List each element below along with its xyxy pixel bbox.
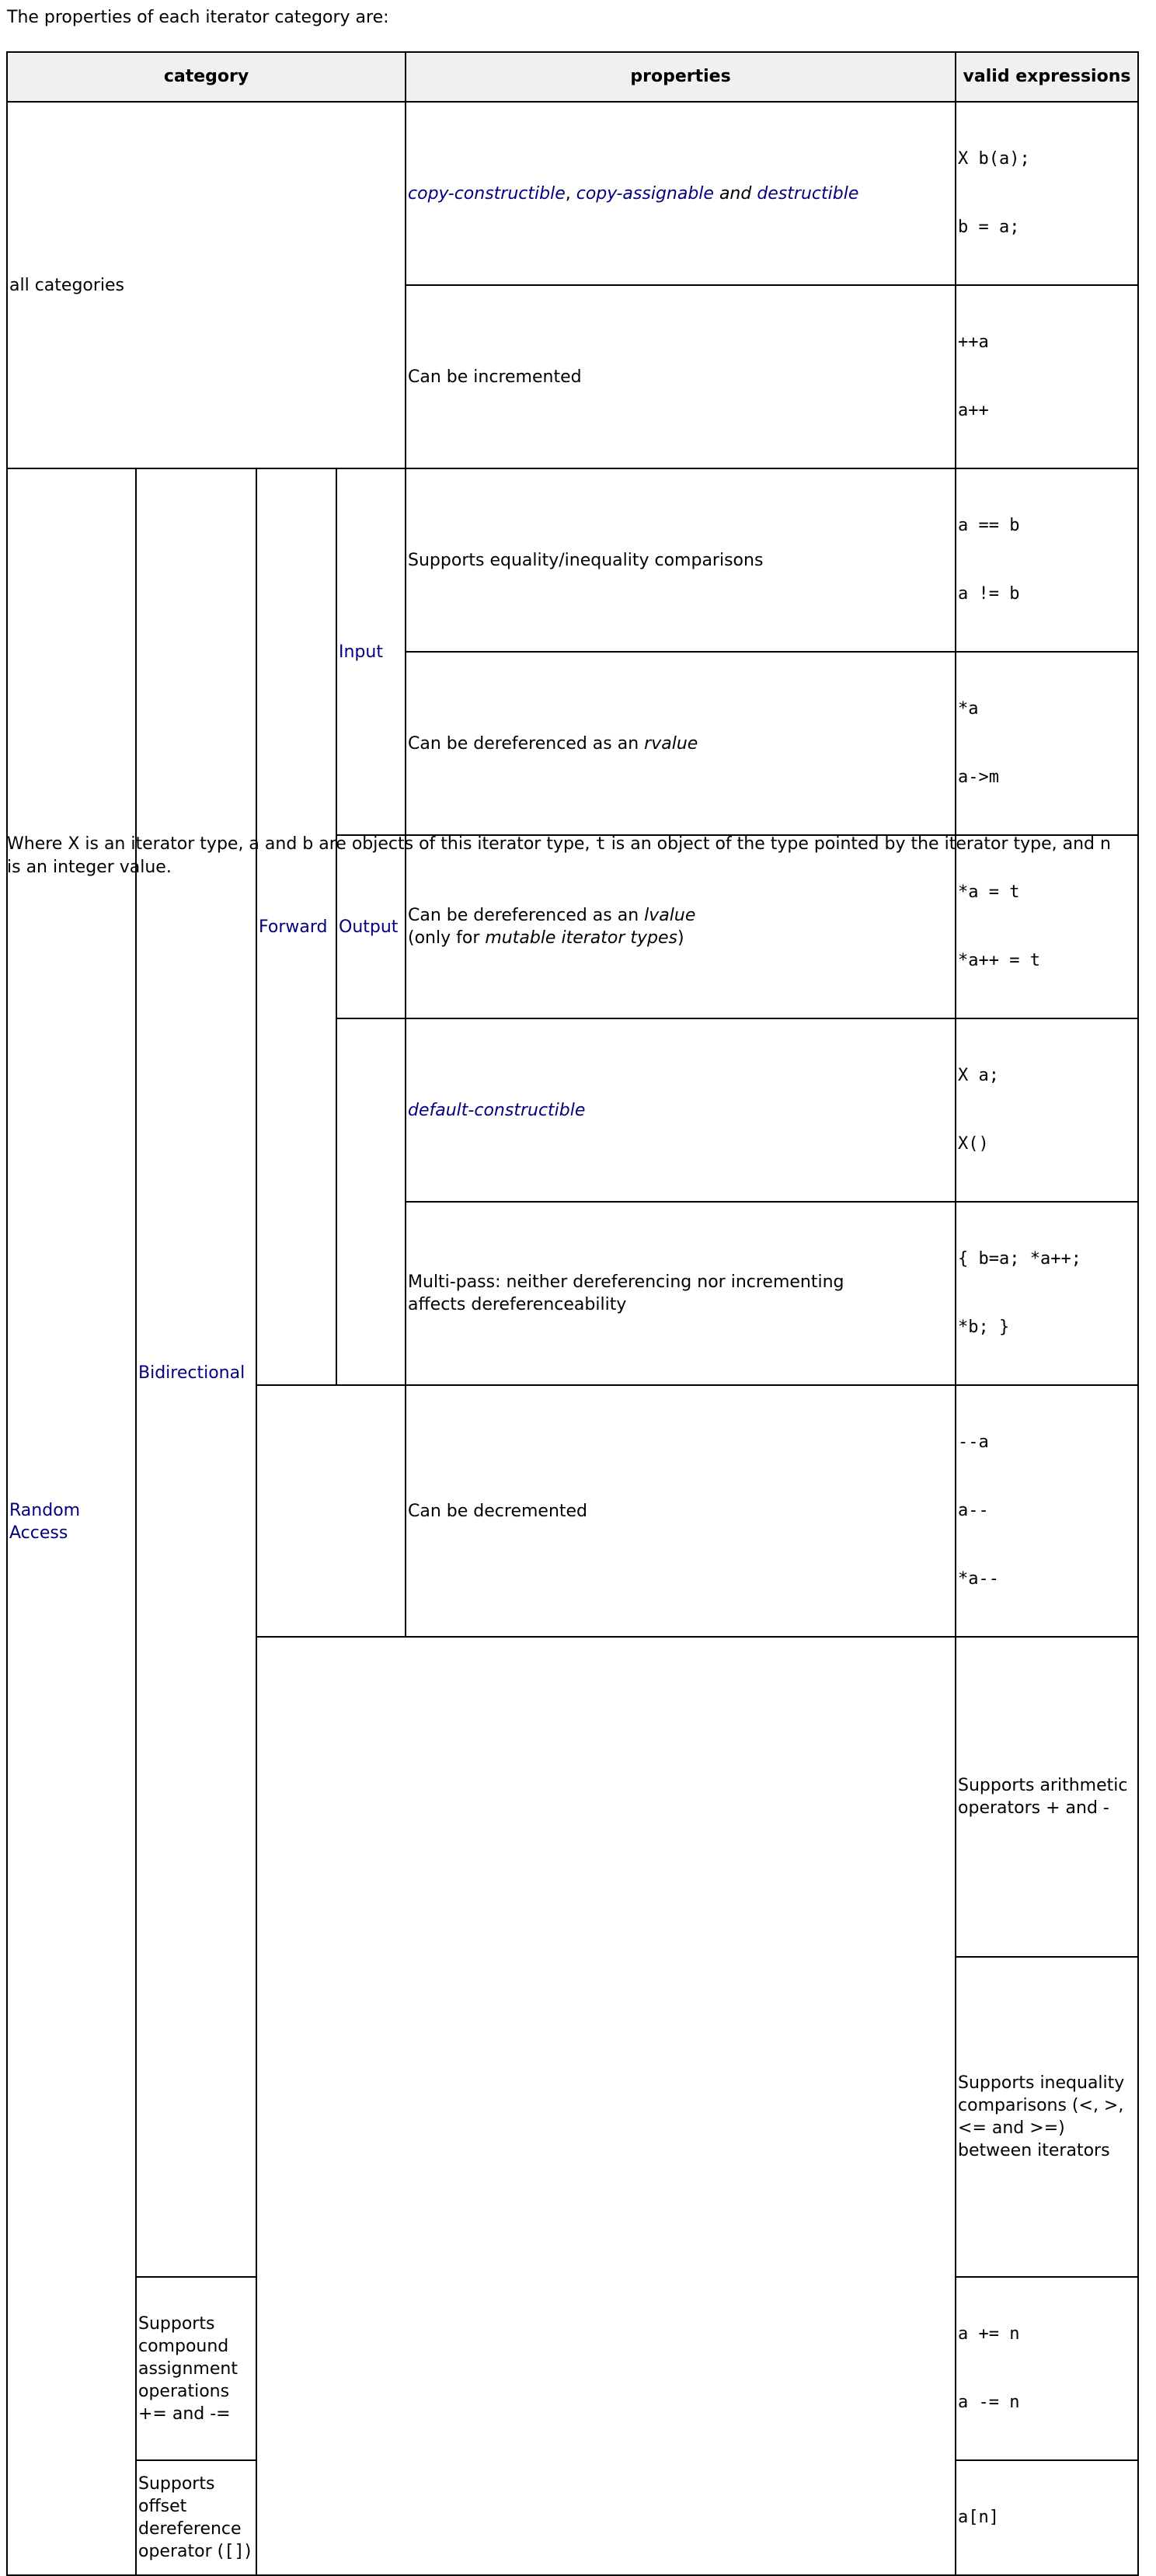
property-cell bbox=[956, 1957, 1138, 2277]
property-text: ) bbox=[677, 928, 684, 948]
expression: *a bbox=[958, 699, 979, 719]
lvalue-term: lvalue bbox=[644, 906, 696, 925]
expressions-cell bbox=[956, 1385, 1138, 1637]
expression: b = a; bbox=[958, 218, 1020, 237]
expression: X() bbox=[958, 1134, 989, 1154]
expressions-cell bbox=[956, 2277, 1138, 2460]
category-empty-cell bbox=[256, 1637, 956, 2575]
property-text: Can be dereferenced as an bbox=[408, 733, 645, 754]
property-cell bbox=[406, 652, 956, 835]
property-text: Supports offset dereference operator ( bbox=[138, 2474, 242, 2561]
expression: *a++ = t bbox=[958, 951, 1040, 970]
category-random-access bbox=[7, 468, 136, 2575]
table-row bbox=[7, 468, 1138, 652]
expression: ++a bbox=[958, 332, 989, 352]
property-text: ) bbox=[244, 2542, 252, 2561]
copy-constructible-link[interactable]: copy-constructible bbox=[408, 183, 566, 204]
property-cell bbox=[136, 2460, 256, 2575]
category-empty-cell bbox=[256, 1385, 406, 1637]
header-row bbox=[7, 52, 1138, 102]
intro-text: The properties of each iterator category are: bbox=[7, 8, 389, 27]
property-cell bbox=[406, 1018, 956, 1202]
expression: *a = t bbox=[958, 882, 1020, 902]
property-line: between iterators bbox=[958, 2141, 1110, 2160]
expressions-cell bbox=[956, 2460, 1138, 2575]
property-cell: Can be decremented bbox=[406, 1385, 956, 1637]
mutable-iterator-types-term: mutable iterator types bbox=[485, 928, 677, 948]
expression: a[n] bbox=[958, 2508, 999, 2527]
expression: a += n bbox=[958, 2324, 1020, 2344]
property-line: affects dereferenceability bbox=[408, 1295, 627, 1314]
expression: --a bbox=[958, 1432, 989, 1452]
iterator-categories-table bbox=[6, 51, 1139, 2576]
category-all-label: all categories bbox=[9, 275, 125, 295]
category-input bbox=[336, 468, 406, 835]
expressions-cell bbox=[956, 285, 1138, 468]
expression: *a-- bbox=[958, 1569, 999, 1589]
destructible-link[interactable]: destructible bbox=[757, 183, 859, 204]
rvalue-term: rvalue bbox=[644, 733, 698, 754]
expression: a++ bbox=[958, 401, 989, 420]
property-cell: Supports compound assignment operations += and -= bbox=[136, 2277, 256, 2460]
expression: a-- bbox=[958, 1501, 989, 1520]
expressions-cell bbox=[956, 102, 1138, 285]
expression: *b; } bbox=[958, 1318, 1010, 1337]
property-line: Supports inequality comparisons (<, >, <= and >=) bbox=[958, 2073, 1125, 2138]
category-bidirectional bbox=[136, 468, 256, 2277]
expressions-cell bbox=[956, 1018, 1138, 1202]
property-cell: Supports arithmetic operators + and - bbox=[956, 1637, 1138, 1957]
expression: a != b bbox=[958, 584, 1020, 604]
expressions-cell bbox=[956, 468, 1138, 652]
comma-text: , bbox=[565, 183, 576, 204]
expressions-cell bbox=[956, 1202, 1138, 1385]
category-forward bbox=[256, 468, 336, 1385]
expression: X b(a); bbox=[958, 149, 1030, 169]
header-properties: properties bbox=[406, 52, 956, 102]
expression: a->m bbox=[958, 768, 999, 787]
property-cell bbox=[406, 102, 956, 285]
table-row bbox=[7, 102, 1138, 285]
header-category: category bbox=[7, 52, 406, 102]
subscript-operator-code: [] bbox=[224, 2542, 245, 2561]
copy-assignable-link[interactable]: copy-assignable bbox=[576, 183, 714, 204]
property-cell: Can be incremented bbox=[406, 285, 956, 468]
output-link[interactable]: Output bbox=[339, 917, 399, 937]
expression: a -= n bbox=[958, 2393, 1020, 2412]
property-cell: Supports equality/inequality comparisons bbox=[406, 468, 956, 652]
forward-link[interactable]: Forward bbox=[259, 917, 328, 937]
expression: X a; bbox=[958, 1066, 999, 1085]
and-text: and bbox=[713, 183, 757, 204]
property-text: Can be dereferenced as an bbox=[408, 906, 645, 925]
default-constructible-link[interactable]: default-constructible bbox=[408, 1100, 586, 1120]
expression: a == b bbox=[958, 516, 1020, 535]
input-link[interactable]: Input bbox=[339, 642, 383, 662]
expression: { b=a; *a++; bbox=[958, 1249, 1081, 1269]
bidirectional-link[interactable]: Bidirectional bbox=[138, 1363, 245, 1383]
footnote-part: Where X is an iterator type, a and b are objects of this iterator type, bbox=[7, 834, 596, 854]
footnote-code-t: t bbox=[595, 834, 606, 854]
property-text: (only for bbox=[408, 928, 486, 948]
property-line bbox=[408, 904, 953, 927]
category-empty-cell bbox=[336, 1018, 406, 1385]
footnote-part: is an object of the type pointed by the iterator type, and n is an integer value. bbox=[7, 834, 1111, 877]
property-line: Multi-pass: neither dereferencing nor incrementing bbox=[408, 1272, 844, 1292]
category-all bbox=[7, 102, 406, 468]
footnote-text bbox=[7, 833, 1126, 879]
property-line bbox=[408, 927, 953, 949]
expressions-cell bbox=[956, 652, 1138, 835]
property-cell bbox=[406, 1202, 956, 1385]
header-valid-expressions: valid expressions bbox=[956, 52, 1138, 102]
random-access-link[interactable]: Random Access bbox=[9, 1501, 81, 1543]
